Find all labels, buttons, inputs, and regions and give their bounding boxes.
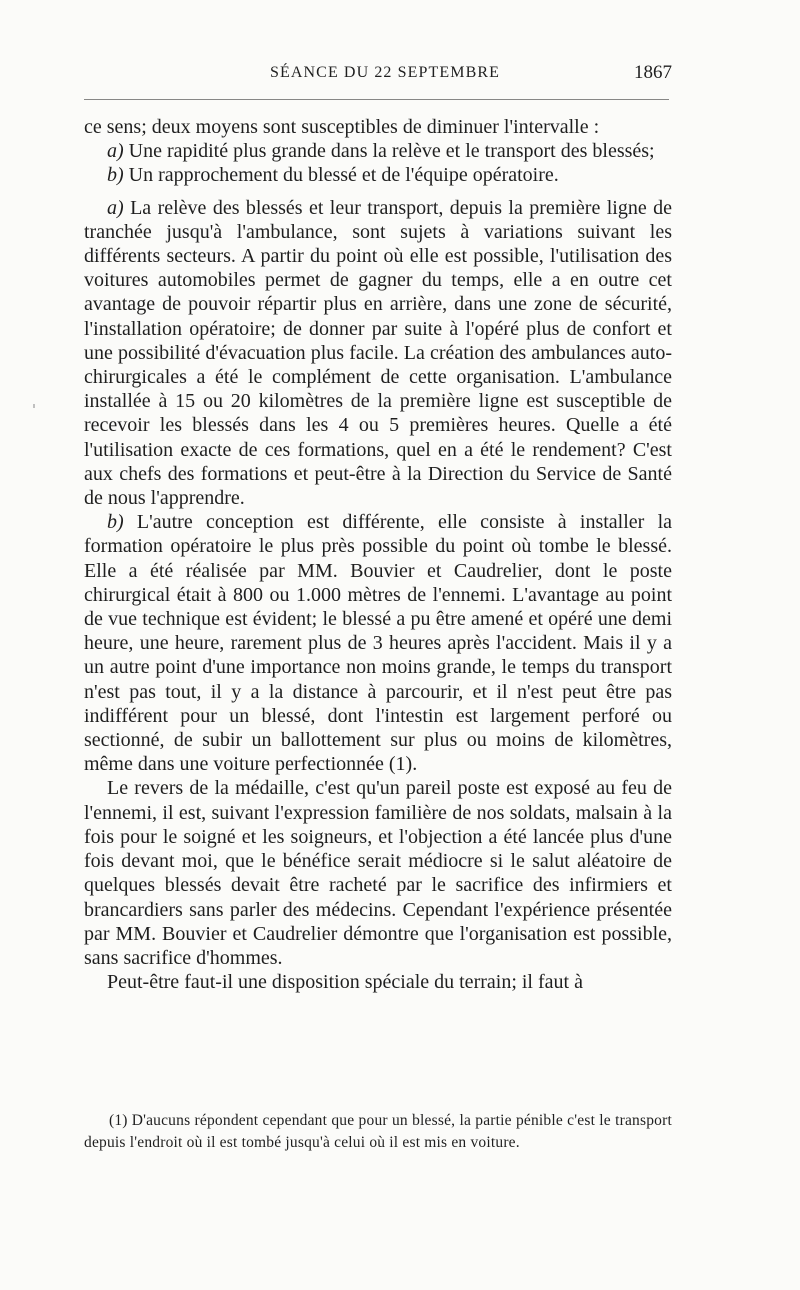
paragraph-section-a [84, 196, 672, 511]
paragraph-text: Un rapprochement du blessé et de l'équipe opératoire. [128, 164, 559, 187]
list-marker: a) [107, 140, 124, 163]
paragraph-option-b [84, 163, 672, 187]
paragraph-text: La relève des blessés et leur transport, depuis la première ligne de tranchée jusqu'à l'ambulance, sont sujets à variations suivant les différents secteurs. A partir du point où elle est possible, l'utilisation des voitures automobiles permet de gagner du temps, elle a en outre cet avantage de pouvoir répartir plus en arrière, dans une zone de sécurité, l'installation opératoire; de donner par suite à l'opéré plus de confort et une possibilité d'évacuation plus facile. La création des ambulances auto-chirurgicales a été le complément de cette organisation. L'ambulance installée à 15 ou 20 kilomètres de la première ligne est susceptible de recevoir les blessés dans les 4 ou 5 premières heures. Quelle a été l'utilisation exacte de ces formations, quel en a été le rendement? C'est aux chefs des formations et peut-être à la Direction du Service de Santé de nous l'apprendre. [84, 196, 672, 510]
list-marker: a) [107, 196, 124, 219]
body-text [84, 115, 672, 994]
margin-mark [33, 404, 35, 408]
paragraph-text: Une rapidité plus grande dans la relève et le transport des blessés; [128, 140, 655, 163]
footnote-marker: (1) [109, 1112, 128, 1129]
running-title: SÉANCE DU 22 SEPTEMBRE [270, 64, 500, 81]
footnotes [84, 1110, 672, 1154]
page-number: 1867 [634, 62, 672, 83]
paragraph-option-a [84, 139, 672, 163]
paragraph-continuation: ce sens; deux moyens sont susceptibles de diminuer l'intervalle : [84, 116, 600, 138]
paragraph-final: Peut-être faut-il une disposition spéciale du terrain; il faut à [107, 971, 583, 994]
header-rule [84, 99, 669, 100]
paragraph-text: L'autre conception est différente, elle consiste à installer la formation opératoire le plus près possible du point où tombe le blessé. Elle a été réalisée par MM. Bouvier et Caudrelier, dont le poste chirurgical était à 800 ou 1.000 mètres de l'ennemi. L'avantage au point de vue technique est évident; le blessé a pu être amené et opéré une demi heure, une heure, rarement plus de 3 heures après l'accident. Mais il y a un autre point d'une importance non moins grande, le temps du transport n'est pas tout, il y a la distance à parcourir, et il n'est peut être pas indifférent pour un blessé, dont l'intestin est largement perforé ou sectionné, de subir un ballottement sur plus ou moins de kilomètres, même dans une voiture perfectionnée (1). [84, 511, 673, 776]
paragraph-revers: Le revers de la médaille, c'est qu'un pareil poste est exposé au feu de l'ennemi, il est, suivant l'expression familière de nos soldats, malsain à la fois pour le soigné et les soigneurs, et l'objection a été lancée plus d'une fois devant moi, que le bénéfice serait médiocre si le salut aléatoire de quelques blessés devait être racheté par le sacrifice des infirmiers et brancardiers sans parler des médecins. Cependant l'expérience présentée par MM. Bouvier et Caudrelier démontre que l'organisation est possible, sans sacrifice d'hommes. [84, 777, 672, 969]
list-marker: b) [107, 164, 124, 187]
footnote-text: D'aucuns répondent cependant que pour un blessé, la partie pénible c'est le transport depuis l'endroit où il est tombé jusqu'à celui où il est mis en voiture. [84, 1112, 672, 1151]
footnote-1 [84, 1110, 672, 1154]
paragraph-section-b [84, 510, 672, 776]
running-header [84, 62, 672, 84]
list-marker: b) [107, 511, 124, 534]
